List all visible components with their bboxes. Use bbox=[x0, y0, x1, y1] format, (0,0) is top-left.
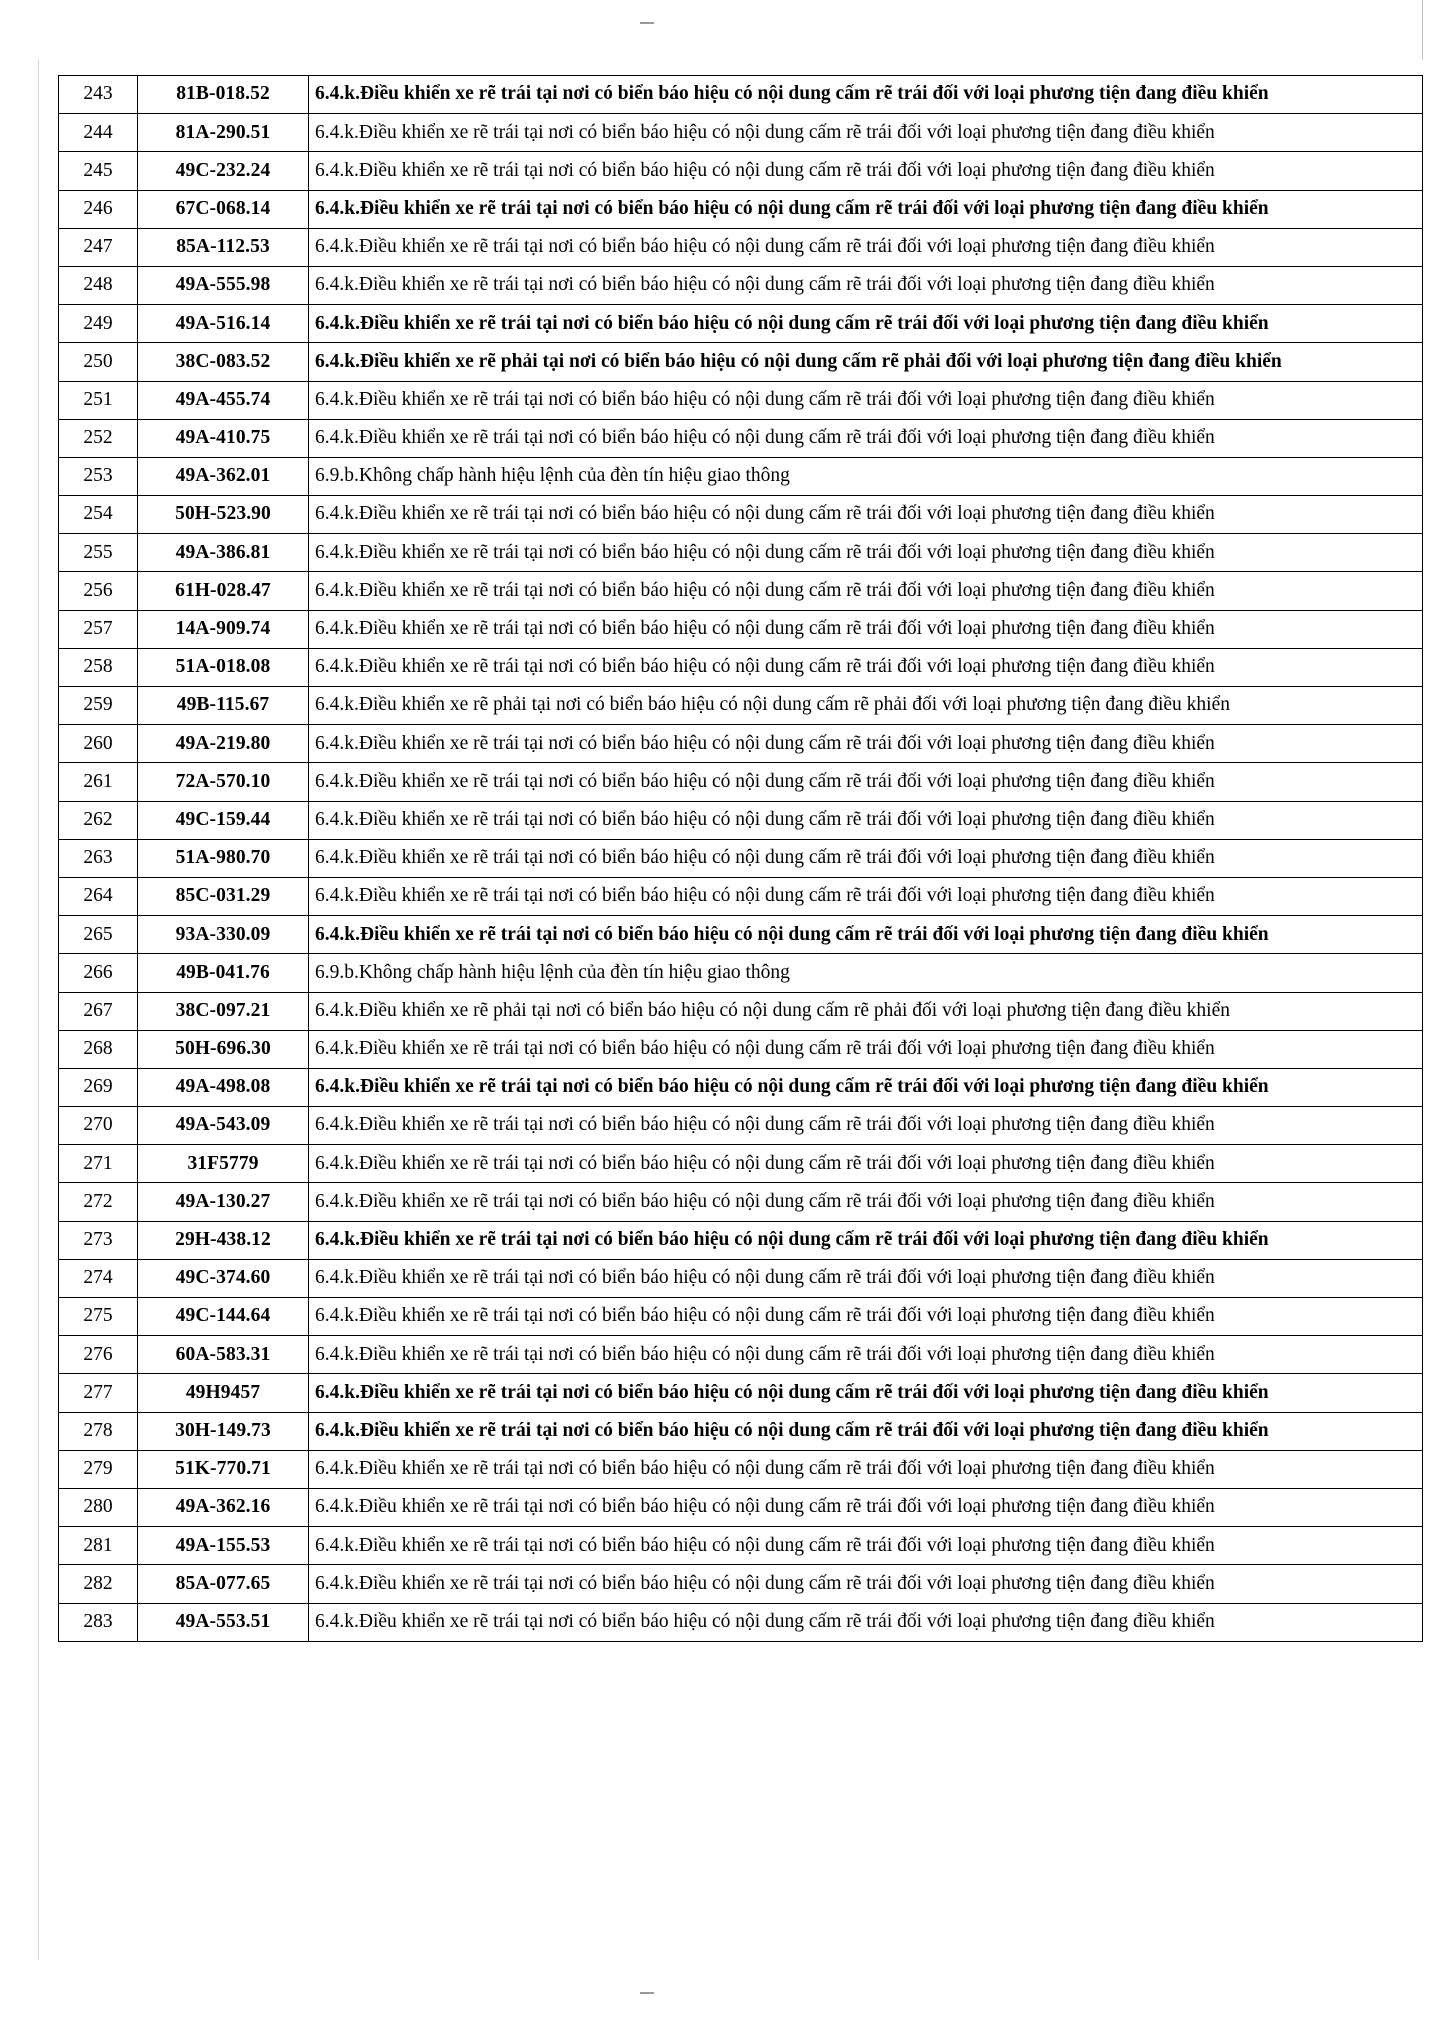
table-row bbox=[59, 1145, 1423, 1183]
table-row bbox=[59, 152, 1423, 190]
row-index-cell: 268 bbox=[59, 1030, 138, 1068]
violation-description-cell: 6.9.b.Không chấp hành hiệu lệnh của đèn tín hiệu giao thông bbox=[309, 457, 1423, 495]
violation-description-cell: 6.4.k.Điều khiển xe rẽ trái tại nơi có biển báo hiệu có nội dung cấm rẽ trái đối với loại phương tiện đang điều khiển bbox=[309, 381, 1423, 419]
license-plate-cell: 49A-553.51 bbox=[138, 1603, 309, 1641]
license-plate-cell: 81A-290.51 bbox=[138, 114, 309, 152]
row-index-cell: 267 bbox=[59, 992, 138, 1030]
row-index-cell: 272 bbox=[59, 1183, 138, 1221]
license-plate-cell: 51A-980.70 bbox=[138, 839, 309, 877]
scan-artifact-bottom-tick bbox=[640, 1992, 654, 1994]
violation-description-cell: 6.4.k.Điều khiển xe rẽ trái tại nơi có biển báo hiệu có nội dung cấm rẽ trái đối với loại phương tiện đang điều khiển bbox=[309, 76, 1423, 114]
table-row bbox=[59, 343, 1423, 381]
violation-description-cell: 6.4.k.Điều khiển xe rẽ trái tại nơi có biển báo hiệu có nội dung cấm rẽ trái đối với loại phương tiện đang điều khiển bbox=[309, 534, 1423, 572]
license-plate-cell: 93A-330.09 bbox=[138, 916, 309, 954]
row-index-cell: 278 bbox=[59, 1412, 138, 1450]
table-row bbox=[59, 419, 1423, 457]
license-plate-cell: 38C-083.52 bbox=[138, 343, 309, 381]
license-plate-cell: 49A-362.01 bbox=[138, 457, 309, 495]
license-plate-cell: 51A-018.08 bbox=[138, 648, 309, 686]
table-row bbox=[59, 1450, 1423, 1488]
violation-description-cell: 6.9.b.Không chấp hành hiệu lệnh của đèn tín hiệu giao thông bbox=[309, 954, 1423, 992]
license-plate-cell: 49B-041.76 bbox=[138, 954, 309, 992]
row-index-cell: 249 bbox=[59, 305, 138, 343]
license-plate-cell: 49A-386.81 bbox=[138, 534, 309, 572]
license-plate-cell: 85C-031.29 bbox=[138, 877, 309, 915]
license-plate-cell: 51K-770.71 bbox=[138, 1450, 309, 1488]
violation-description-cell: 6.4.k.Điều khiển xe rẽ trái tại nơi có biển báo hiệu có nội dung cấm rẽ trái đối với loại phương tiện đang điều khiển bbox=[309, 763, 1423, 801]
license-plate-cell: 49A-362.16 bbox=[138, 1488, 309, 1526]
table-row bbox=[59, 725, 1423, 763]
row-index-cell: 254 bbox=[59, 496, 138, 534]
violation-table-body bbox=[59, 76, 1423, 1642]
table-row bbox=[59, 1565, 1423, 1603]
violation-description-cell: 6.4.k.Điều khiển xe rẽ trái tại nơi có biển báo hiệu có nội dung cấm rẽ trái đối với loại phương tiện đang điều khiển bbox=[309, 1336, 1423, 1374]
row-index-cell: 256 bbox=[59, 572, 138, 610]
table-row bbox=[59, 687, 1423, 725]
violation-description-cell: 6.4.k.Điều khiển xe rẽ trái tại nơi có biển báo hiệu có nội dung cấm rẽ trái đối với loại phương tiện đang điều khiển bbox=[309, 152, 1423, 190]
table-row bbox=[59, 839, 1423, 877]
license-plate-cell: 49A-516.14 bbox=[138, 305, 309, 343]
table-row bbox=[59, 1527, 1423, 1565]
row-index-cell: 261 bbox=[59, 763, 138, 801]
row-index-cell: 277 bbox=[59, 1374, 138, 1412]
table-row bbox=[59, 877, 1423, 915]
violation-description-cell: 6.4.k.Điều khiển xe rẽ trái tại nơi có biển báo hiệu có nội dung cấm rẽ trái đối với loại phương tiện đang điều khiển bbox=[309, 114, 1423, 152]
violation-description-cell: 6.4.k.Điều khiển xe rẽ trái tại nơi có biển báo hiệu có nội dung cấm rẽ trái đối với loại phương tiện đang điều khiển bbox=[309, 1068, 1423, 1106]
row-index-cell: 283 bbox=[59, 1603, 138, 1641]
row-index-cell: 251 bbox=[59, 381, 138, 419]
row-index-cell: 263 bbox=[59, 839, 138, 877]
row-index-cell: 275 bbox=[59, 1298, 138, 1336]
violation-description-cell: 6.4.k.Điều khiển xe rẽ trái tại nơi có biển báo hiệu có nội dung cấm rẽ trái đối với loại phương tiện đang điều khiển bbox=[309, 1527, 1423, 1565]
table-row bbox=[59, 1603, 1423, 1641]
license-plate-cell: 85A-112.53 bbox=[138, 228, 309, 266]
license-plate-cell: 49A-498.08 bbox=[138, 1068, 309, 1106]
license-plate-cell: 30H-149.73 bbox=[138, 1412, 309, 1450]
row-index-cell: 273 bbox=[59, 1221, 138, 1259]
violation-description-cell: 6.4.k.Điều khiển xe rẽ trái tại nơi có biển báo hiệu có nội dung cấm rẽ trái đối với loại phương tiện đang điều khiển bbox=[309, 305, 1423, 343]
table-row bbox=[59, 1374, 1423, 1412]
table-row bbox=[59, 1221, 1423, 1259]
violation-description-cell: 6.4.k.Điều khiển xe rẽ trái tại nơi có biển báo hiệu có nội dung cấm rẽ trái đối với loại phương tiện đang điều khiển bbox=[309, 266, 1423, 304]
table-row bbox=[59, 954, 1423, 992]
row-index-cell: 259 bbox=[59, 687, 138, 725]
violation-description-cell: 6.4.k.Điều khiển xe rẽ phải tại nơi có biển báo hiệu có nội dung cấm rẽ phải đối với loại phương tiện đang điều khiển bbox=[309, 992, 1423, 1030]
license-plate-cell: 67C-068.14 bbox=[138, 190, 309, 228]
violation-description-cell: 6.4.k.Điều khiển xe rẽ trái tại nơi có biển báo hiệu có nội dung cấm rẽ trái đối với loại phương tiện đang điều khiển bbox=[309, 1221, 1423, 1259]
license-plate-cell: 49A-410.75 bbox=[138, 419, 309, 457]
table-row bbox=[59, 457, 1423, 495]
license-plate-cell: 14A-909.74 bbox=[138, 610, 309, 648]
violation-description-cell: 6.4.k.Điều khiển xe rẽ trái tại nơi có biển báo hiệu có nội dung cấm rẽ trái đối với loại phương tiện đang điều khiển bbox=[309, 916, 1423, 954]
row-index-cell: 247 bbox=[59, 228, 138, 266]
scan-artifact-top-tick bbox=[640, 22, 654, 24]
violation-description-cell: 6.4.k.Điều khiển xe rẽ trái tại nơi có biển báo hiệu có nội dung cấm rẽ trái đối với loại phương tiện đang điều khiển bbox=[309, 1030, 1423, 1068]
violation-description-cell: 6.4.k.Điều khiển xe rẽ trái tại nơi có biển báo hiệu có nội dung cấm rẽ trái đối với loại phương tiện đang điều khiển bbox=[309, 610, 1423, 648]
row-index-cell: 264 bbox=[59, 877, 138, 915]
row-index-cell: 243 bbox=[59, 76, 138, 114]
table-row bbox=[59, 916, 1423, 954]
license-plate-cell: 50H-696.30 bbox=[138, 1030, 309, 1068]
license-plate-cell: 49A-543.09 bbox=[138, 1107, 309, 1145]
violation-description-cell: 6.4.k.Điều khiển xe rẽ trái tại nơi có biển báo hiệu có nội dung cấm rẽ trái đối với loại phương tiện đang điều khiển bbox=[309, 496, 1423, 534]
table-row bbox=[59, 496, 1423, 534]
row-index-cell: 245 bbox=[59, 152, 138, 190]
row-index-cell: 253 bbox=[59, 457, 138, 495]
license-plate-cell: 49C-232.24 bbox=[138, 152, 309, 190]
violation-description-cell: 6.4.k.Điều khiển xe rẽ trái tại nơi có biển báo hiệu có nội dung cấm rẽ trái đối với loại phương tiện đang điều khiển bbox=[309, 1450, 1423, 1488]
row-index-cell: 262 bbox=[59, 801, 138, 839]
license-plate-cell: 49A-455.74 bbox=[138, 381, 309, 419]
table-row bbox=[59, 1068, 1423, 1106]
violation-description-cell: 6.4.k.Điều khiển xe rẽ trái tại nơi có biển báo hiệu có nội dung cấm rẽ trái đối với loại phương tiện đang điều khiển bbox=[309, 801, 1423, 839]
violation-description-cell: 6.4.k.Điều khiển xe rẽ phải tại nơi có biển báo hiệu có nội dung cấm rẽ phải đối với loại phương tiện đang điều khiển bbox=[309, 343, 1423, 381]
table-row bbox=[59, 190, 1423, 228]
license-plate-cell: 29H-438.12 bbox=[138, 1221, 309, 1259]
row-index-cell: 282 bbox=[59, 1565, 138, 1603]
table-row bbox=[59, 1336, 1423, 1374]
violation-description-cell: 6.4.k.Điều khiển xe rẽ trái tại nơi có biển báo hiệu có nội dung cấm rẽ trái đối với loại phương tiện đang điều khiển bbox=[309, 572, 1423, 610]
violation-description-cell: 6.4.k.Điều khiển xe rẽ trái tại nơi có biển báo hiệu có nội dung cấm rẽ trái đối với loại phương tiện đang điều khiển bbox=[309, 1145, 1423, 1183]
license-plate-cell: 72A-570.10 bbox=[138, 763, 309, 801]
violation-description-cell: 6.4.k.Điều khiển xe rẽ trái tại nơi có biển báo hiệu có nội dung cấm rẽ trái đối với loại phương tiện đang điều khiển bbox=[309, 648, 1423, 686]
table-row bbox=[59, 381, 1423, 419]
license-plate-cell: 49H9457 bbox=[138, 1374, 309, 1412]
table-row bbox=[59, 228, 1423, 266]
license-plate-cell: 49C-374.60 bbox=[138, 1259, 309, 1297]
violation-description-cell: 6.4.k.Điều khiển xe rẽ trái tại nơi có biển báo hiệu có nội dung cấm rẽ trái đối với loại phương tiện đang điều khiển bbox=[309, 877, 1423, 915]
license-plate-cell: 49C-144.64 bbox=[138, 1298, 309, 1336]
row-index-cell: 276 bbox=[59, 1336, 138, 1374]
table-row bbox=[59, 1183, 1423, 1221]
violation-description-cell: 6.4.k.Điều khiển xe rẽ trái tại nơi có biển báo hiệu có nội dung cấm rẽ trái đối với loại phương tiện đang điều khiển bbox=[309, 1374, 1423, 1412]
violation-description-cell: 6.4.k.Điều khiển xe rẽ trái tại nơi có biển báo hiệu có nội dung cấm rẽ trái đối với loại phương tiện đang điều khiển bbox=[309, 1183, 1423, 1221]
table-row bbox=[59, 1488, 1423, 1526]
table-row bbox=[59, 1107, 1423, 1145]
row-index-cell: 248 bbox=[59, 266, 138, 304]
license-plate-cell: 49C-159.44 bbox=[138, 801, 309, 839]
license-plate-cell: 49A-155.53 bbox=[138, 1527, 309, 1565]
row-index-cell: 279 bbox=[59, 1450, 138, 1488]
table-row bbox=[59, 305, 1423, 343]
table-row bbox=[59, 801, 1423, 839]
row-index-cell: 244 bbox=[59, 114, 138, 152]
violation-description-cell: 6.4.k.Điều khiển xe rẽ trái tại nơi có biển báo hiệu có nội dung cấm rẽ trái đối với loại phương tiện đang điều khiển bbox=[309, 1107, 1423, 1145]
violation-description-cell: 6.4.k.Điều khiển xe rẽ trái tại nơi có biển báo hiệu có nội dung cấm rẽ trái đối với loại phương tiện đang điều khiển bbox=[309, 839, 1423, 877]
license-plate-cell: 60A-583.31 bbox=[138, 1336, 309, 1374]
row-index-cell: 246 bbox=[59, 190, 138, 228]
table-row bbox=[59, 266, 1423, 304]
violation-table bbox=[58, 75, 1423, 1642]
row-index-cell: 280 bbox=[59, 1488, 138, 1526]
row-index-cell: 266 bbox=[59, 954, 138, 992]
violation-description-cell: 6.4.k.Điều khiển xe rẽ trái tại nơi có biển báo hiệu có nội dung cấm rẽ trái đối với loại phương tiện đang điều khiển bbox=[309, 1488, 1423, 1526]
row-index-cell: 265 bbox=[59, 916, 138, 954]
table-row bbox=[59, 1412, 1423, 1450]
row-index-cell: 270 bbox=[59, 1107, 138, 1145]
table-row bbox=[59, 763, 1423, 801]
row-index-cell: 252 bbox=[59, 419, 138, 457]
violation-description-cell: 6.4.k.Điều khiển xe rẽ trái tại nơi có biển báo hiệu có nội dung cấm rẽ trái đối với loại phương tiện đang điều khiển bbox=[309, 1565, 1423, 1603]
row-index-cell: 281 bbox=[59, 1527, 138, 1565]
license-plate-cell: 38C-097.21 bbox=[138, 992, 309, 1030]
table-row bbox=[59, 1030, 1423, 1068]
violation-description-cell: 6.4.k.Điều khiển xe rẽ trái tại nơi có biển báo hiệu có nội dung cấm rẽ trái đối với loại phương tiện đang điều khiển bbox=[309, 190, 1423, 228]
license-plate-cell: 50H-523.90 bbox=[138, 496, 309, 534]
row-index-cell: 258 bbox=[59, 648, 138, 686]
violation-description-cell: 6.4.k.Điều khiển xe rẽ trái tại nơi có biển báo hiệu có nội dung cấm rẽ trái đối với loại phương tiện đang điều khiển bbox=[309, 1298, 1423, 1336]
table-row bbox=[59, 114, 1423, 152]
table-row bbox=[59, 572, 1423, 610]
table-row bbox=[59, 76, 1423, 114]
row-index-cell: 271 bbox=[59, 1145, 138, 1183]
license-plate-cell: 49A-130.27 bbox=[138, 1183, 309, 1221]
row-index-cell: 250 bbox=[59, 343, 138, 381]
table-row bbox=[59, 534, 1423, 572]
row-index-cell: 274 bbox=[59, 1259, 138, 1297]
table-row bbox=[59, 992, 1423, 1030]
violation-description-cell: 6.4.k.Điều khiển xe rẽ phải tại nơi có biển báo hiệu có nội dung cấm rẽ phải đối với loại phương tiện đang điều khiển bbox=[309, 687, 1423, 725]
violation-description-cell: 6.4.k.Điều khiển xe rẽ trái tại nơi có biển báo hiệu có nội dung cấm rẽ trái đối với loại phương tiện đang điều khiển bbox=[309, 1412, 1423, 1450]
row-index-cell: 260 bbox=[59, 725, 138, 763]
violation-description-cell: 6.4.k.Điều khiển xe rẽ trái tại nơi có biển báo hiệu có nội dung cấm rẽ trái đối với loại phương tiện đang điều khiển bbox=[309, 228, 1423, 266]
row-index-cell: 269 bbox=[59, 1068, 138, 1106]
table-row bbox=[59, 648, 1423, 686]
license-plate-cell: 31F5779 bbox=[138, 1145, 309, 1183]
license-plate-cell: 49A-555.98 bbox=[138, 266, 309, 304]
scan-artifact-right-edge bbox=[1422, 0, 1423, 60]
license-plate-cell: 61H-028.47 bbox=[138, 572, 309, 610]
license-plate-cell: 81B-018.52 bbox=[138, 76, 309, 114]
violation-description-cell: 6.4.k.Điều khiển xe rẽ trái tại nơi có biển báo hiệu có nội dung cấm rẽ trái đối với loại phương tiện đang điều khiển bbox=[309, 725, 1423, 763]
row-index-cell: 255 bbox=[59, 534, 138, 572]
table-row bbox=[59, 610, 1423, 648]
violation-description-cell: 6.4.k.Điều khiển xe rẽ trái tại nơi có biển báo hiệu có nội dung cấm rẽ trái đối với loại phương tiện đang điều khiển bbox=[309, 1603, 1423, 1641]
license-plate-cell: 49A-219.80 bbox=[138, 725, 309, 763]
violation-description-cell: 6.4.k.Điều khiển xe rẽ trái tại nơi có biển báo hiệu có nội dung cấm rẽ trái đối với loại phương tiện đang điều khiển bbox=[309, 419, 1423, 457]
table-row bbox=[59, 1259, 1423, 1297]
scan-artifact-left-edge bbox=[38, 60, 39, 1960]
row-index-cell: 257 bbox=[59, 610, 138, 648]
license-plate-cell: 49B-115.67 bbox=[138, 687, 309, 725]
license-plate-cell: 85A-077.65 bbox=[138, 1565, 309, 1603]
violation-description-cell: 6.4.k.Điều khiển xe rẽ trái tại nơi có biển báo hiệu có nội dung cấm rẽ trái đối với loại phương tiện đang điều khiển bbox=[309, 1259, 1423, 1297]
table-row bbox=[59, 1298, 1423, 1336]
